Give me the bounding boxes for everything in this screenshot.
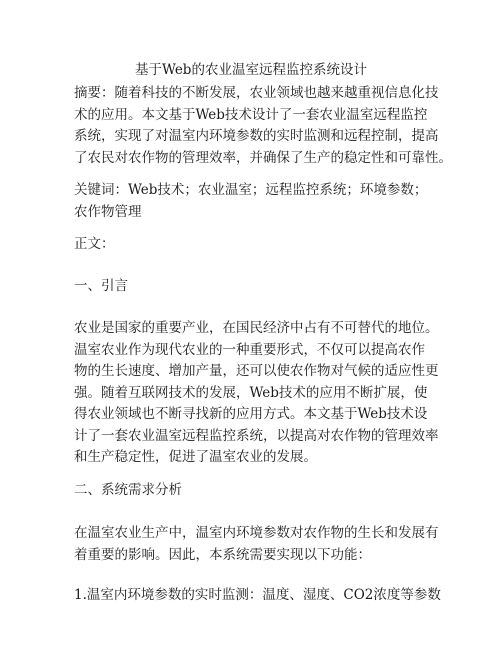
section2-line: 在温室农业生产中，温室内环境参数对农作物的生长和发展有 bbox=[74, 525, 439, 541]
requirement-item-1 bbox=[74, 585, 440, 607]
abstract-line: 了农民对农作物的管理效率，并确保了生产的稳定性和可靠性。 bbox=[74, 149, 452, 166]
section1-line: 强。随着互联网技术的发展，Web技术的应用不断扩展，使 bbox=[74, 384, 428, 401]
section1-line: 得农业领域也不断寻找新的应用方式。本文基于Web技术设 bbox=[74, 406, 428, 422]
body-label bbox=[74, 234, 440, 256]
keywords-line: 关键词：Web技术；农业温室；远程监控系统；环境参数； bbox=[74, 182, 428, 198]
section1-heading-text: 一、引言 bbox=[74, 278, 128, 294]
keywords-paragraph bbox=[74, 180, 440, 223]
section1-line: 物的生长速度、增加产量，还可以使农作物对气候的适应性更 bbox=[74, 363, 439, 379]
section2-heading bbox=[74, 480, 440, 502]
section1-heading bbox=[74, 276, 440, 298]
section1-line: 和生产稳定性，促进了温室农业的发展。 bbox=[74, 449, 317, 465]
abstract-line: 术的应用。本文基于Web技术设计了一套农业温室远程监控 bbox=[74, 106, 428, 123]
document-title: 基于Web的农业温室远程监控系统设计 bbox=[135, 62, 367, 78]
section1-line: 农业是国家的重要产业，在国民经济中占有不可替代的地位。 bbox=[74, 320, 439, 336]
section2-line: 着重要的影响。因此，本系统需要实现以下功能： bbox=[74, 546, 371, 563]
abstract-line: 摘要：随着科技的不断发展，农业领域也越来越重视信息化技 bbox=[74, 85, 439, 101]
section2-heading-text: 二、系统需求分析 bbox=[74, 482, 182, 498]
section1-line: 温室农业作为现代农业的一种重要形式，不仅可以提高农作 bbox=[74, 341, 425, 358]
abstract-paragraph bbox=[74, 83, 452, 169]
section2-paragraph bbox=[74, 523, 440, 566]
keywords-line: 农作物管理 bbox=[74, 203, 142, 220]
requirement-item-1-text: 1.温室内环境参数的实时监测：温度、湿度、CO2浓度等参数 bbox=[74, 587, 441, 603]
section1-paragraph bbox=[74, 318, 440, 469]
abstract-line: 系统，实现了对温室内环境参数的实时监测和远程控制，提高 bbox=[74, 128, 439, 144]
body-label-text: 正文： bbox=[74, 236, 115, 252]
section1-line: 计了一套农业温室远程监控系统，以提高对农作物的管理效率 bbox=[74, 427, 439, 444]
